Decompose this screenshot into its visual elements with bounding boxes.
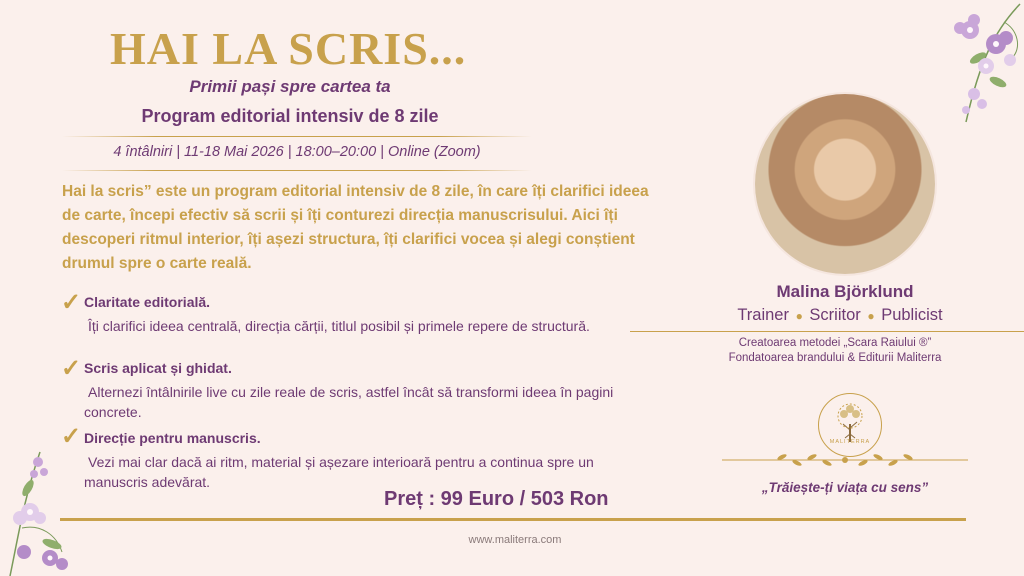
- event-details: 4 întâlniri | 11-18 Mai 2026 | 18:00–20:00 | Online (Zoom): [113, 144, 481, 160]
- feature-text-1: Îți clarifici ideea centrală, direcția cărții, titlul posibil și primele repere de structură.: [88, 318, 590, 334]
- trainer-roles: [700, 306, 980, 325]
- credential-method: Creatoarea metodei „Scara Raiului ®”: [738, 337, 932, 349]
- feature-title-3: Direcție pentru manuscris.: [84, 430, 261, 446]
- feature-text-3: Vezi mai clar dacă ai ritm, material și așezare interioară pentru a continua spre un manuscris adevărat.: [84, 454, 594, 490]
- program-name: Program editorial intensiv de 8 zile: [141, 106, 439, 126]
- bullet-dot-icon: ●: [867, 309, 875, 323]
- flower-decoration-top-right: [900, 0, 1024, 128]
- bullet-dot-icon: ●: [795, 309, 803, 323]
- checkmark-icon: ✓: [61, 423, 82, 450]
- price-label: Preț : 99 Euro / 503 Ron: [384, 488, 609, 510]
- page-title: HAI LA SCRIS...: [110, 23, 467, 74]
- feature-text-2: Alternezi întâlnirile live cu zile reale de scris, astfel încât să transformi ideea în pagini concrete.: [84, 384, 614, 420]
- credential-brand: Fondatoarea brandului & Editurii Maliterra: [728, 352, 942, 364]
- website-link[interactable]: www.maliterra.com: [468, 534, 562, 546]
- role-trainer: Trainer: [737, 306, 789, 324]
- intro-paragraph: Hai la scris” este un program editorial intensiv de 8 zile, în care îți clarifici ideea de carte, începi efectiv să scrii și îți conturezi direcția manuscrisului. Aici îți descoperi ritmul interior, îți așezi structura, îți clarifici vocea și alegi conștient drumul spre o carte reală.: [62, 183, 649, 272]
- motto: „Trăiește-ți viața cu sens”: [761, 480, 929, 495]
- feature-title-1: Claritate editorială.: [84, 294, 211, 310]
- trainer-name: Malina Björklund: [776, 282, 914, 301]
- logo-text: MALITERRA: [829, 439, 871, 445]
- role-writer: Scriitor: [809, 306, 861, 324]
- trainer-photo: [755, 94, 935, 274]
- role-publicist: Publicist: [881, 306, 943, 324]
- trainer-credentials: [700, 336, 970, 366]
- checkmark-icon: ✓: [61, 355, 82, 382]
- subtitle: Primii pași spre cartea ta: [189, 77, 391, 96]
- feature-title-2: Scris aplicat și ghidat.: [84, 360, 232, 376]
- flower-decoration-bottom-left: [0, 448, 88, 576]
- laurel-divider-icon: [722, 449, 968, 471]
- footer-divider: [60, 518, 966, 521]
- trainer-divider: [630, 331, 1024, 332]
- divider-top: [62, 136, 532, 137]
- divider-bottom: [62, 170, 532, 171]
- tree-logo-icon: [818, 393, 882, 457]
- checkmark-icon: ✓: [61, 289, 82, 316]
